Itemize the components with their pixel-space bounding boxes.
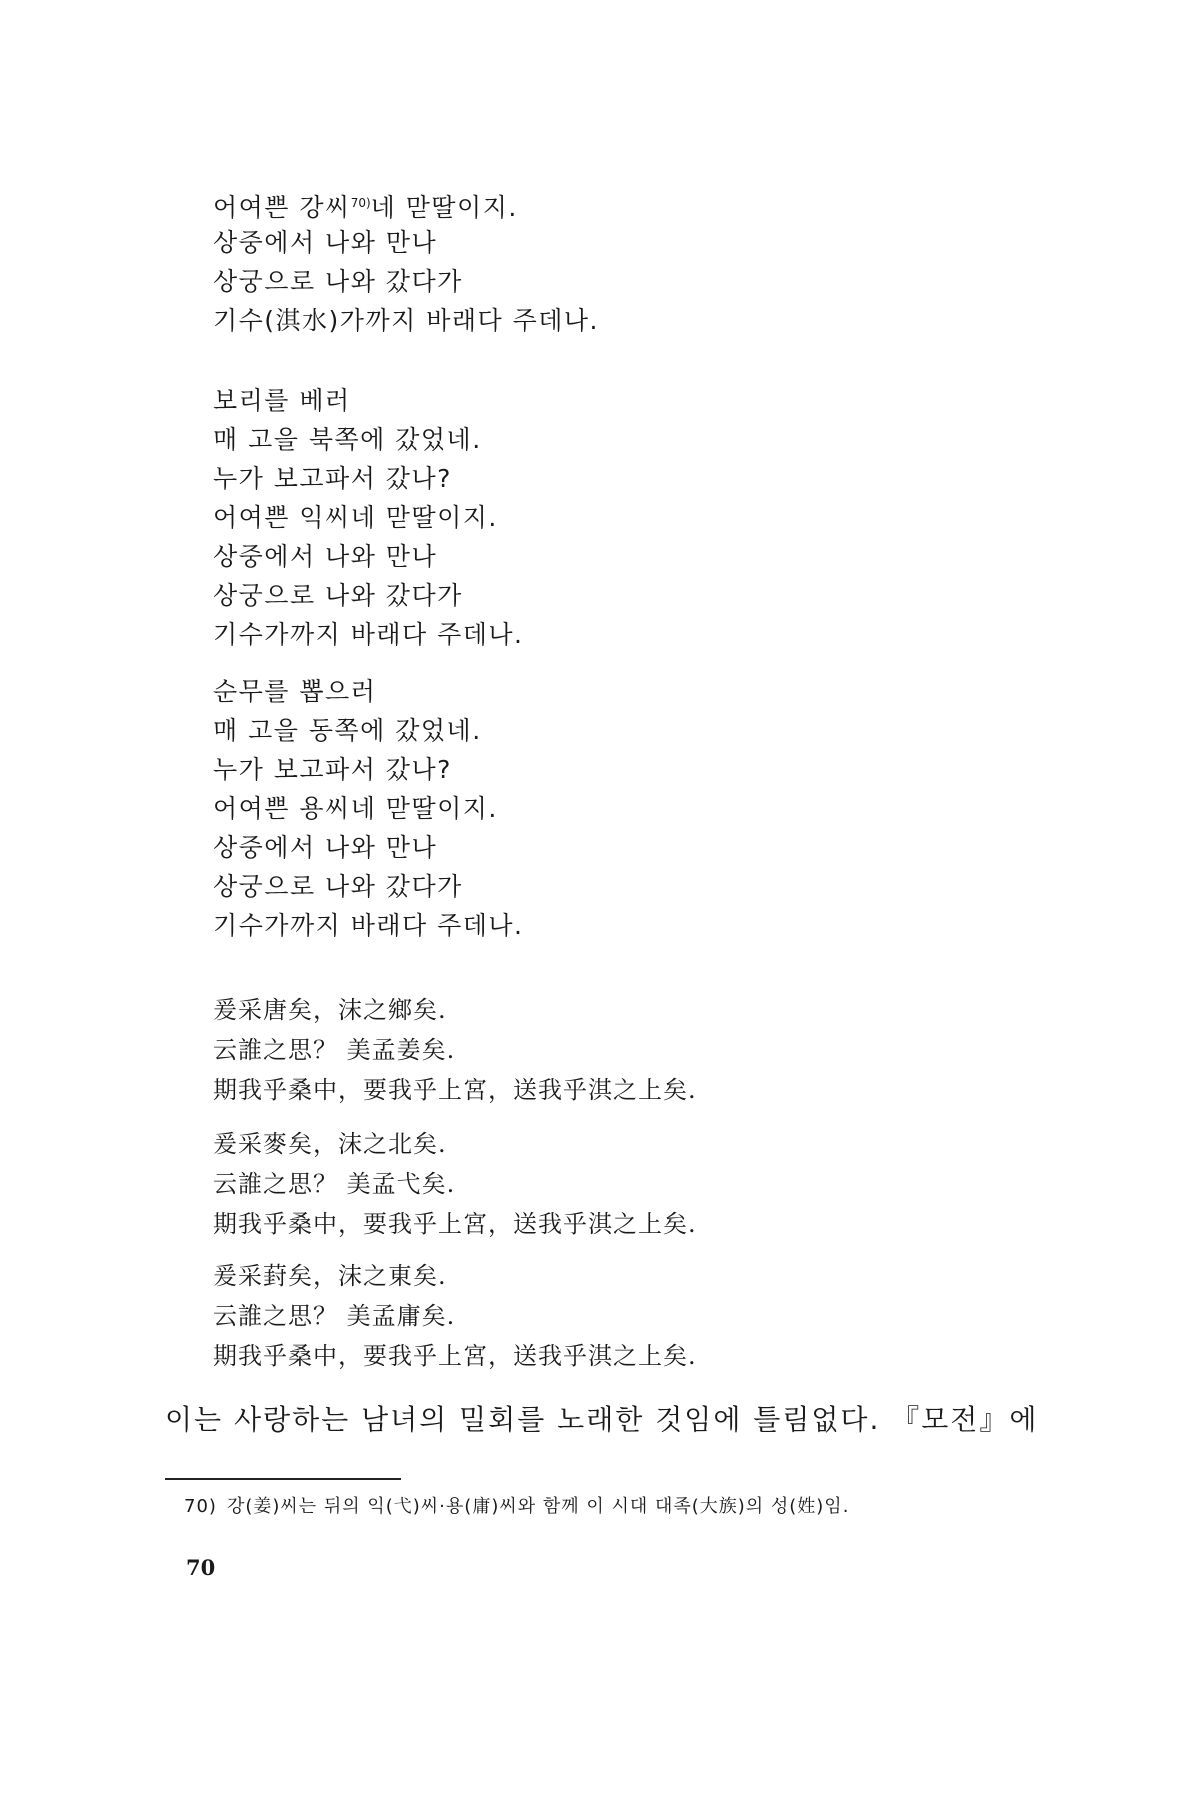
korean-stanza-3 <box>213 672 933 945</box>
verse-line: 누가 보고파서 갔나? <box>213 464 452 493</box>
verse-line: 상중에서 나와 만나 <box>213 542 438 571</box>
verse-line: 상궁으로 나와 갔다가 <box>213 267 463 296</box>
verse-line: 爰采麥矣，沫之北矣. <box>213 1130 447 1158</box>
verse-line: 매 고을 동쪽에 갔었네. <box>213 716 482 745</box>
footnote-text: 강(姜)씨는 뒤의 익(弋)씨·용(庸)씨와 함께 이 시대 대족(大族)의 성(姓)임. <box>226 1496 850 1517</box>
verse-line-text: 어여쁜 강씨 <box>213 193 351 222</box>
verse-line: 爰采葑矣，沫之東矣. <box>213 1262 447 1290</box>
verse-line-text: 네 맏딸이지. <box>370 193 518 222</box>
verse-line: 어여쁜 용씨네 맏딸이지. <box>213 794 498 823</box>
verse-line: 어여쁜 익씨네 맏딸이지. <box>213 503 498 532</box>
verse-line: 상중에서 나와 만나 <box>213 833 438 862</box>
verse-line: 기수가까지 바래다 주데나. <box>213 911 524 940</box>
verse-line: 기수가까지 바래다 주데나. <box>213 620 524 649</box>
footnote-reference: 70) <box>350 196 371 210</box>
verse-line: 매 고을 북쪽에 갔었네. <box>213 425 482 454</box>
verse-line: 상중에서 나와 만나 <box>213 228 438 257</box>
verse-line: 누가 보고파서 갔나? <box>213 755 452 784</box>
korean-stanza-2 <box>213 381 933 654</box>
page-number: 70 <box>186 1555 216 1580</box>
verse-line: 期我乎桑中，要我乎上宮，送我乎淇之上矣. <box>213 1342 697 1370</box>
verse-line: 상궁으로 나와 갔다가 <box>213 872 463 901</box>
verse-line: 云誰之思？ 美孟庸矣. <box>213 1302 456 1330</box>
verse-line: 云誰之思？ 美孟弋矣. <box>213 1170 456 1198</box>
hanzi-stanza-2 <box>213 1124 973 1244</box>
verse-line: 기수(淇水)가까지 바래다 주데나. <box>213 306 599 335</box>
verse-line: 期我乎桑中，要我乎上宮，送我乎淇之上矣. <box>213 1210 697 1238</box>
verse-line: 상궁으로 나와 갔다가 <box>213 581 463 610</box>
verse-line: 爰采唐矣，沫之鄉矣. <box>213 996 447 1024</box>
korean-stanza-1 <box>213 184 933 340</box>
hanzi-stanza-1 <box>213 990 973 1110</box>
hanzi-stanza-3 <box>213 1256 973 1376</box>
verse-line: 보리를 베러 <box>213 386 351 415</box>
footnote-divider <box>165 1478 401 1480</box>
verse-line <box>213 184 933 223</box>
footnote-number: 70) <box>184 1496 217 1517</box>
footnote <box>184 1492 1044 1522</box>
verse-line: 期我乎桑中，要我乎上宮，送我乎淇之上矣. <box>213 1076 697 1104</box>
verse-line: 순무를 뽑으러 <box>213 677 377 706</box>
body-paragraph: 이는 사랑하는 남녀의 밀회를 노래한 것임에 틀림없다. 『모전』에 <box>165 1403 1039 1436</box>
verse-line: 云誰之思？ 美孟姜矣. <box>213 1036 456 1064</box>
